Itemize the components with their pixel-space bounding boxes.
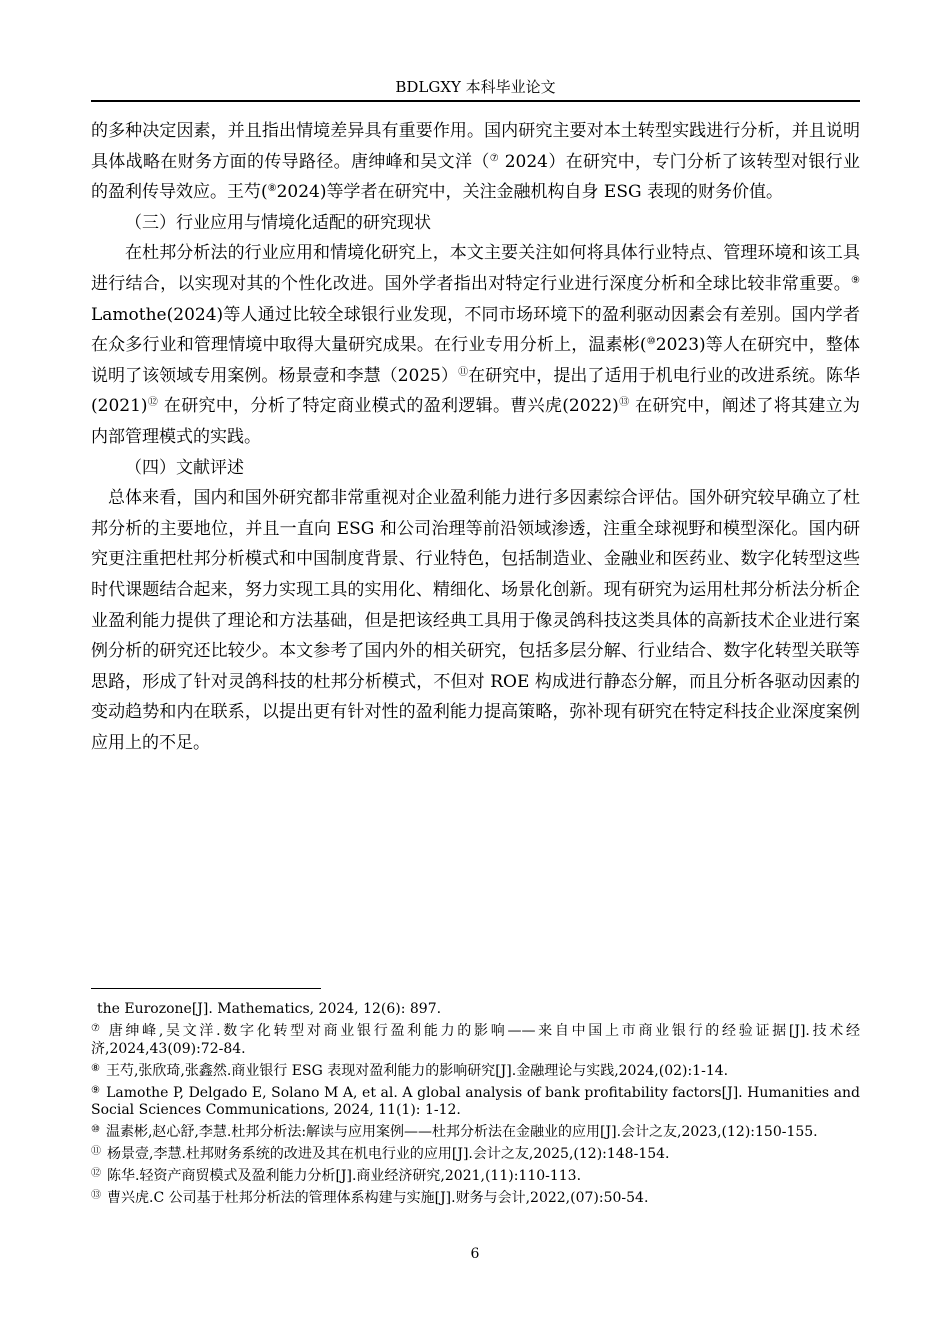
paragraph-text: 在研究中，阐述了将其建立为内部管理模式的实践。 (91, 396, 861, 447)
paragraph-text: 在杜邦分析法的行业应用和情境化研究上，本文主要关注如何将具体行业特点、管理环境和该工具进行结合，以实现对其的个性化改进。国外学者指出对特定行业进行深度分析和全球比较非常重要。 (91, 243, 860, 294)
paragraph-text: 在研究中，分析了特定商业模式的盈利逻辑。曹兴虎(2022) (158, 396, 619, 417)
footnote-item (91, 1187, 860, 1208)
footnote-ref-12[interactable]: ⑫ (147, 397, 159, 409)
footnotes (91, 998, 860, 1209)
paragraph-text: 2024)等学者在研究中，关注金融机构自身 ESG 表现的财务价值。 (276, 182, 783, 203)
footnote-text: Lamothe P, Delgado E, Solano M A, et al. A global analysis of bank profitability factors[J]. Humanities and Social Sciences Communications, 2024, 11(1): 1-12. (91, 1084, 861, 1118)
header-rule (91, 100, 860, 102)
footnote-item (91, 1060, 860, 1081)
footnote-mark: ⑩ (91, 1124, 100, 1135)
footnote-item (91, 998, 860, 1019)
footnote-mark: ⑦ (91, 1023, 103, 1034)
footnote-text: 温素彬,赵心舒,李慧.杜邦分析法:解读与应用案例——杜邦分析法在金融业的应用[J].会计之友,2023,(12):150-155. (105, 1124, 818, 1140)
footnote-text: the Eurozone[J]. Mathematics, 2024, 12(6): 897. (97, 1001, 442, 1017)
footnote-ref-7[interactable]: ⑦ (489, 152, 499, 164)
paragraph-industry-application (91, 238, 860, 452)
section-heading-3: （三）行业应用与情境化适配的研究现状 (125, 212, 431, 233)
footnote-text: 唐绅峰,吴文洋.数字化转型对商业银行盈利能力的影响——来自中国上市商业银行的经验证据[J].技术经济,2024,43(09):72-84. (91, 1023, 860, 1057)
paragraph-text: 的多种决定因素，并且指出情境差异具有重要作用。国内研究主要对本土转型实践进行分析，并且说明具体战略在财务方面的传导路径。唐绅峰和吴文洋（ (91, 121, 860, 172)
page-number: 6 (470, 1246, 480, 1262)
footnote-text: 陈华.轻资产商贸模式及盈利能力分析[J].商业经济研究,2021,(11):110-113. (107, 1168, 582, 1184)
footnote-item (91, 1082, 860, 1120)
paragraph-text: 在研究中，提出了适用于机电行业的改进系统。陈华(2021) (91, 365, 861, 417)
paragraph-continuation (91, 116, 860, 208)
footnote-item (91, 1165, 860, 1186)
footnote-mark: ⑫ (91, 1168, 101, 1179)
running-header: BDLGXY 本科毕业论文 (395, 78, 556, 96)
paragraph-text: 2023)等人在研究中，整体说明了该领域专用案例。杨景壹和李慧（2025） (91, 335, 861, 386)
section-heading-4: （四）文献评述 (125, 457, 244, 478)
footnote-item (91, 1020, 860, 1058)
footnote-ref-13[interactable]: ⑬ (618, 397, 630, 409)
footnote-text: 曹兴虎.C 公司基于杜邦分析法的管理体系构建与实施[J].财务与会计,2022,(07):50-54. (107, 1190, 649, 1206)
paragraph-literature-review: 总体来看，国内和国外研究都非常重视对企业盈利能力进行多因素综合评估。国外研究较早确立了杜邦分析的主要地位，并且一直向 ESG 和公司治理等前沿领域渗透，注重全球视野和模型深化。国内研究更注重把杜邦分析模式和中国制度背景、行业特色，包括制造业、金融业和医药业、数字化转型这些时代课题结合起来，努力实现工具的实用化、精细化、场景化创新。现有研究为运用杜邦分析法分析企业盈利能力提供了理论和方法基础，但是把该经典工具用于像灵鸽科技这类具体的高新技术企业进行案例分析的研究还比较少。本文参考了国内外的相关研究，包括多层分解、行业结合、数字化转型关联等思路，形成了针对灵鸽科技的杜邦分析模式，不但对 ROE 构成进行静态分解，而且分析各驱动因素的变动趋势和内在联系，以提出更有针对性的盈利能力提高策略，弥补现有研究在特定科技企业深度案例应用上的不足。 (91, 488, 860, 753)
footnote-mark: ⑬ (91, 1190, 101, 1201)
paragraph-text: 2024）在研究中，专门分析了该转型对银行业的盈利传导效应。王芍( (91, 151, 861, 203)
footnote-item (91, 1143, 860, 1164)
footnote-ref-8[interactable]: ⑧ (267, 183, 277, 195)
footnote-separator (91, 988, 321, 989)
footnote-text: 杨景壹,李慧.杜邦财务系统的改进及其在机电行业的应用[J].会计之友,2025,(12):148-154. (107, 1146, 670, 1162)
footnote-ref-10[interactable]: ⑩ (646, 336, 656, 348)
footnote-item (91, 1121, 860, 1142)
paragraph-text: Lamothe(2024)等人通过比较全球银行业发现，不同市场环境下的盈利驱动因素会有差别。国内学者在众多行业和管理情境中取得大量研究成果。在行业专用分析上，温素彬( (91, 304, 860, 356)
main-body (91, 116, 860, 758)
footnote-ref-9[interactable]: ⑨ (851, 274, 860, 286)
footnote-text: 王芍,张欣琦,张鑫然.商业银行 ESG 表现对盈利能力的影响研究[J].金融理论与实践,2024,(02):1-14. (105, 1062, 729, 1079)
footnote-ref-11[interactable]: ⑪ (458, 366, 469, 378)
footnote-mark: ⑧ (91, 1062, 100, 1074)
footnote-mark: ⑪ (91, 1146, 101, 1157)
footnote-mark: ⑨ (91, 1084, 101, 1096)
